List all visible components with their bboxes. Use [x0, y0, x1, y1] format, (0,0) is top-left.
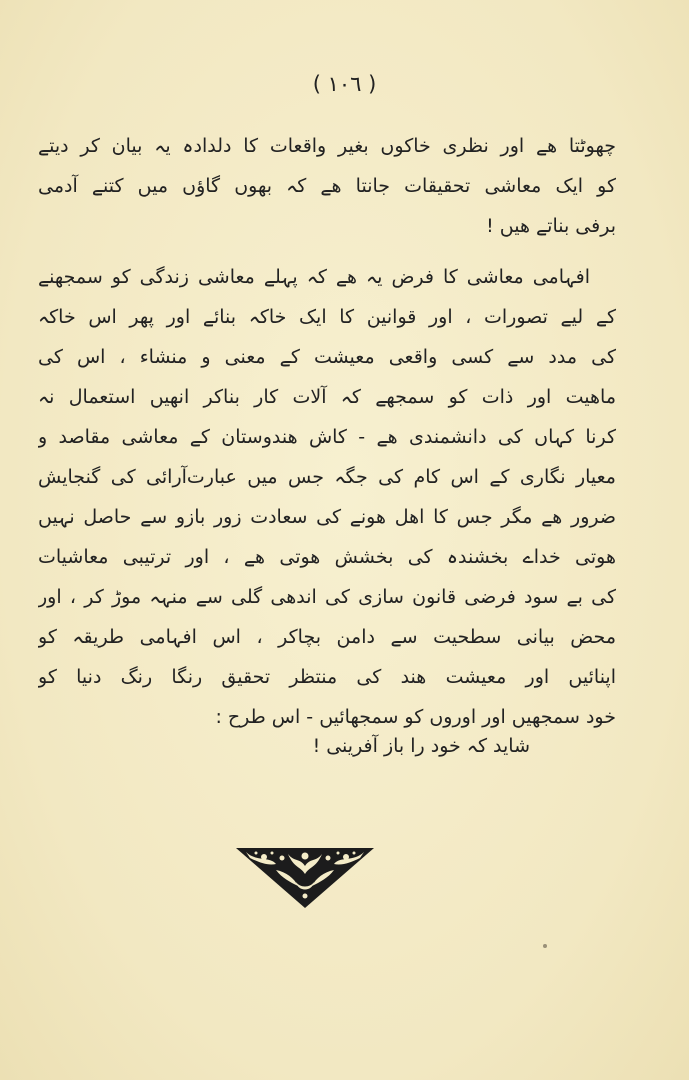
text-line: کی بے سود فرضی قانون سازی کی اندھی گلی سے منہہ موڑ کر ، اور	[38, 586, 616, 608]
text-line: اپنائیں اور معیشت ھند کی منتظر تحقیق رنگا رنگ دنیا کو	[38, 666, 616, 688]
text-line: کو ایک معاشی تحقیقات جانتا ھے کہ بھوں گاؤں میں کتنے آدمی	[38, 175, 616, 197]
text-line: معیار نگاری کے اس کام کی جگہ جس میں عبارت‌آرائی کی گنجایش	[38, 466, 616, 488]
text-line: کی مدد سے کسی واقعی معیشت کے معنی و منشاء ، اس کی	[38, 346, 616, 368]
paragraph-1	[38, 126, 616, 246]
text-line: محض بیانی سطحیت سے دامن بچاکر ، اس افہامی طریقہ کو	[38, 626, 616, 648]
text-line: ماھیت اور ذات کو سمجھے کہ آلات کار بناکر انھیں استعمال نہ	[38, 386, 616, 408]
text-line: کرنا کہاں کی دانشمندی ھے - کاش ھندوستان کے معاشی مقاصد و	[38, 426, 616, 448]
text-line: ھوتی خداے بخشندہ کی بخشش ھوتی ھے ، اور ترتیبی معاشیات	[38, 546, 616, 568]
ink-speck	[543, 944, 547, 948]
floral-tailpiece-ornament-icon	[236, 848, 374, 908]
text-line: چھوٹتا ھے اور نظری خاکوں بغیر واقعات کا دلدادہ یہ بیان کر دیتے	[38, 135, 616, 157]
paragraph-2	[38, 257, 616, 737]
text-line: افہامی معاشی کا فرض یہ ھے کہ پہلے معاشی زندگی کو سمجھنے	[38, 266, 590, 288]
page-number: ( ١٠٦ )	[312, 72, 377, 96]
verse-line: شاید کہ خود را باز آفرینی !	[312, 735, 530, 757]
text-line: ضرور ھے مگر جس کا اھل ھونے کی سعادت زور بازو سے حاصل نہیں	[38, 506, 616, 528]
text-line: برفی بناتے ھیں !	[486, 215, 616, 237]
text-line: خود سمجھیں اور اوروں کو سمجھائیں - اس طرح :	[215, 706, 616, 728]
verse-block	[38, 726, 616, 766]
text-line: کے لیے تصورات ، اور قوانین کا ایک خاکہ بنائے اور پھر اس خاکہ	[38, 306, 616, 328]
